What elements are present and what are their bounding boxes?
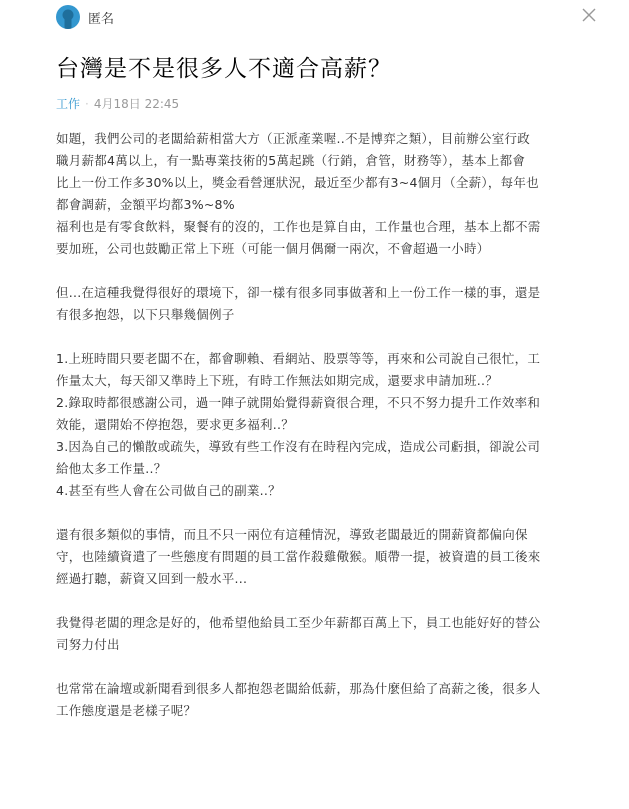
- close-icon: [582, 8, 596, 22]
- content-line: 給他太多工作量..？: [56, 461, 167, 476]
- author-row: [56, 2, 114, 32]
- content-line: 司努力付出: [56, 637, 120, 652]
- content-line: [56, 590, 605, 612]
- post-date: 4月18日 22:45: [93, 97, 180, 111]
- content-line: 如題，我們公司的老闆給薪相當大方（正派產業喔..不是博弈之類），目前辦公室行政: [56, 131, 530, 146]
- content-line: [56, 656, 605, 678]
- content-line: 守，也陸續資遣了一些態度有問題的員工當作殺雞儆猴。順帶一提，被資遣的員工後來: [56, 549, 541, 564]
- content-line: 但...在這種我覺得很好的環境下，卻一樣有很多同事做著和上一份工作一樣的事，還是: [56, 285, 541, 300]
- avatar-silhouette-icon: [56, 5, 80, 29]
- content-line: 1.上班時間只要老闆不在，都會聊賴、看網站、股票等等，再來和公司說自己很忙，工: [56, 351, 541, 366]
- content-line: [56, 260, 605, 282]
- content-line: 也常常在論壇或新聞看到很多人都抱怨老闆給低薪，那為什麼但給了高薪之後，很多人: [56, 681, 541, 696]
- author-name: 匿名: [88, 11, 115, 27]
- content-line: 4.甚至有些人會在公司做自己的副業..？: [56, 483, 281, 498]
- content-line: 效能，還開始不停抱怨，要求更多福利..？: [56, 417, 294, 432]
- content-line: [56, 326, 605, 348]
- content-line: 職月薪都4萬以上，有一點專業技術的5萬起跳（行銷，倉管，財務等），基本上都會: [56, 153, 526, 168]
- post-title: 台灣是不是很多人不適合高薪？: [56, 56, 392, 82]
- content-line: 我覺得老闆的理念是好的，他希望他給員工至少年薪都百萬上下，員工也能好好的替公: [56, 615, 541, 630]
- content-line: 比上一份工作多30%以上，獎金看營運狀況，最近至少都有3~4個月（全薪），每年也: [56, 175, 539, 190]
- content-line: 福利也是有零食飲料，聚餐有的沒的，工作也是算自由，工作量也合理，基本上都不需: [56, 219, 541, 234]
- content-line: 經過打聽，薪資又回到一般水平...: [56, 571, 248, 586]
- content-line: 2.錄取時都很感謝公司，過一陣子就開始覺得薪資很合理，不只不努力提升工作效率和: [56, 395, 541, 410]
- meta-separator: ·: [85, 97, 89, 111]
- content-line: 作量太大，每天卻又準時上下班，有時工作無法如期完成，還要求申請加班..？: [56, 373, 498, 388]
- content-line: 都會調薪，金額平均都3%~8%: [56, 197, 235, 212]
- content-line: 3.因為自己的懶散或疏失，導致有些工作沒有在時程內完成，造成公司虧損，卻說公司: [56, 439, 541, 454]
- post-meta: [56, 95, 179, 112]
- content-line: 還有很多類似的事情，而且不只一兩位有這種情況，導致老闆最近的開薪資都偏向保: [56, 527, 528, 542]
- anonymous-avatar-icon[interactable]: [56, 5, 80, 29]
- post-content: [56, 128, 605, 722]
- content-line: 有很多抱怨，以下只舉幾個例子: [56, 307, 235, 322]
- content-line: 工作態度還是老樣子呢？: [56, 703, 197, 718]
- category-link[interactable]: 工作: [56, 97, 81, 111]
- content-line: [56, 502, 605, 524]
- content-line: 要加班，公司也鼓勵正常上下班（可能一個月偶爾一兩次，不會超過一小時）: [56, 241, 490, 256]
- close-button[interactable]: [578, 4, 600, 26]
